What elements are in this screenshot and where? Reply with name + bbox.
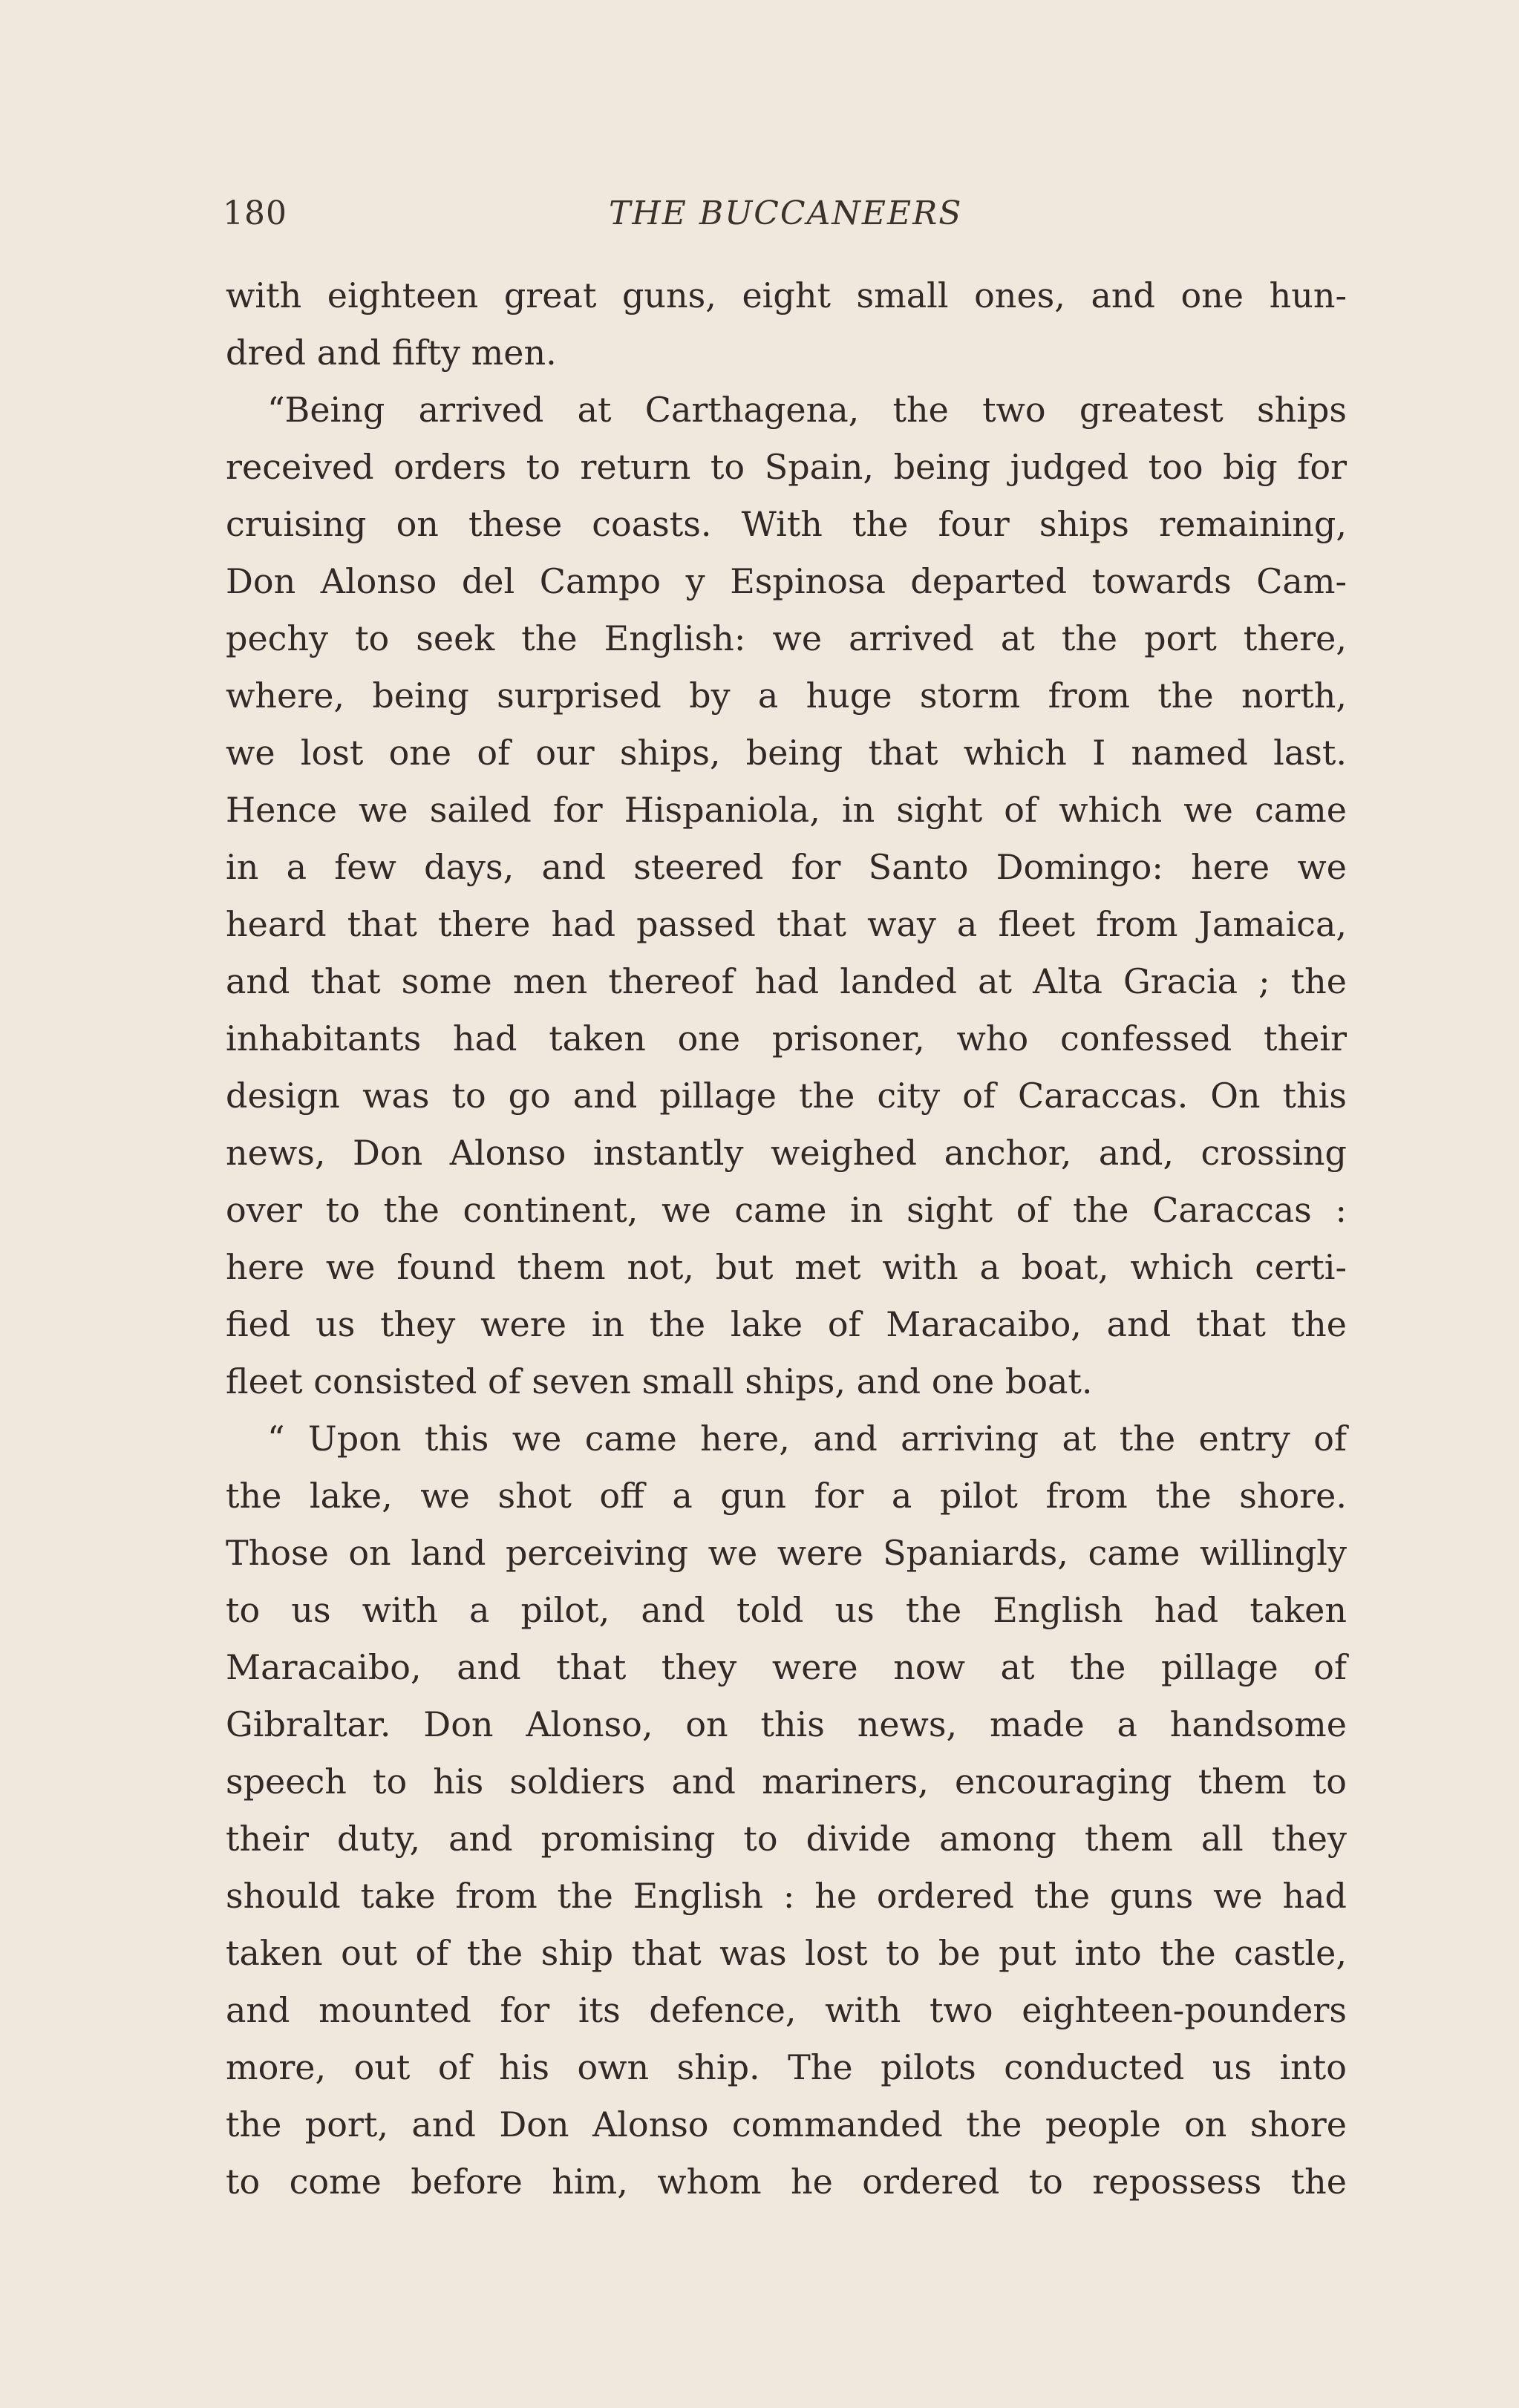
- text-line: Gibraltar. Don Alonso, on this news, made a handsome: [226, 1704, 1347, 1744]
- text-line: inhabitants had taken one prisoner, who confessed their: [226, 1018, 1347, 1059]
- text-line: to come before him, whom he ordered to repossess the: [226, 2162, 1347, 2202]
- text-line: more, out of his own ship. The pilots conducted us into: [226, 2047, 1347, 2087]
- text-line: with eighteen great guns, eight small ones, and one hun-: [226, 275, 1347, 315]
- text-line: Hence we sailed for Hispaniola, in sight of which we came: [226, 790, 1347, 830]
- text-line: and that some men thereof had landed at Alta Gracia ; the: [226, 961, 1347, 1001]
- text-line: dred and fifty men.: [226, 333, 557, 373]
- text-line: taken out of the ship that was lost to be put into the castle,: [226, 1933, 1347, 1973]
- page-header: [223, 192, 1345, 236]
- text-line: over to the continent, we came in sight of the Caraccas :: [226, 1190, 1347, 1230]
- text-line: to us with a pilot, and told us the English had taken: [226, 1590, 1347, 1630]
- text-line: should take from the English : he ordered the guns we had: [226, 1876, 1347, 1916]
- text-line: cruising on these coasts. With the four ships remaining,: [226, 504, 1347, 544]
- text-line: received orders to return to Spain, being judged too big for: [226, 447, 1347, 487]
- text-line: pechy to seek the English: we arrived at the port there,: [226, 618, 1347, 658]
- text-line: news, Don Alonso instantly weighed anchor, and, crossing: [226, 1133, 1347, 1173]
- text-line: fleet consisted of seven small ships, and one boat.: [226, 1361, 1093, 1401]
- text-line: speech to his soldiers and mariners, encouraging them to: [226, 1761, 1347, 1802]
- text-line: “ Upon this we came here, and arriving at the entry of: [267, 1419, 1347, 1459]
- text-line: their duty, and promising to divide among them all they: [226, 1819, 1347, 1859]
- text-line: Those on land perceiving we were Spaniards, came willingly: [226, 1533, 1347, 1573]
- text-line: Maracaibo, and that they were now at the pillage of: [226, 1647, 1347, 1687]
- text-line: the port, and Don Alonso commanded the people on shore: [226, 2104, 1347, 2144]
- body-text: [226, 267, 1347, 2211]
- text-line: fied us they were in the lake of Maracaibo, and that the: [226, 1304, 1347, 1344]
- text-line: where, being surprised by a huge storm from the north,: [226, 675, 1347, 716]
- text-line: in a few days, and steered for Santo Domingo: here we: [226, 847, 1347, 887]
- text-line: here we found them not, but met with a boat, which certi-: [226, 1247, 1347, 1287]
- text-line: heard that there had passed that way a fleet from Jamaica,: [226, 904, 1347, 944]
- page-number: 180: [223, 194, 287, 232]
- text-line: and mounted for its defence, with two eighteen-pounders: [226, 1990, 1347, 2030]
- text-line: Don Alonso del Campo y Espinosa departed towards Cam-: [226, 561, 1347, 601]
- running-head: THE BUCCANEERS: [609, 194, 963, 232]
- text-line: design was to go and pillage the city of Caraccas. On this: [226, 1076, 1347, 1116]
- text-line: “Being arrived at Carthagena, the two greatest ships: [267, 390, 1347, 430]
- text-line: the lake, we shot off a gun for a pilot from the shore.: [226, 1476, 1347, 1516]
- text-line: we lost one of our ships, being that which I named last.: [226, 733, 1347, 773]
